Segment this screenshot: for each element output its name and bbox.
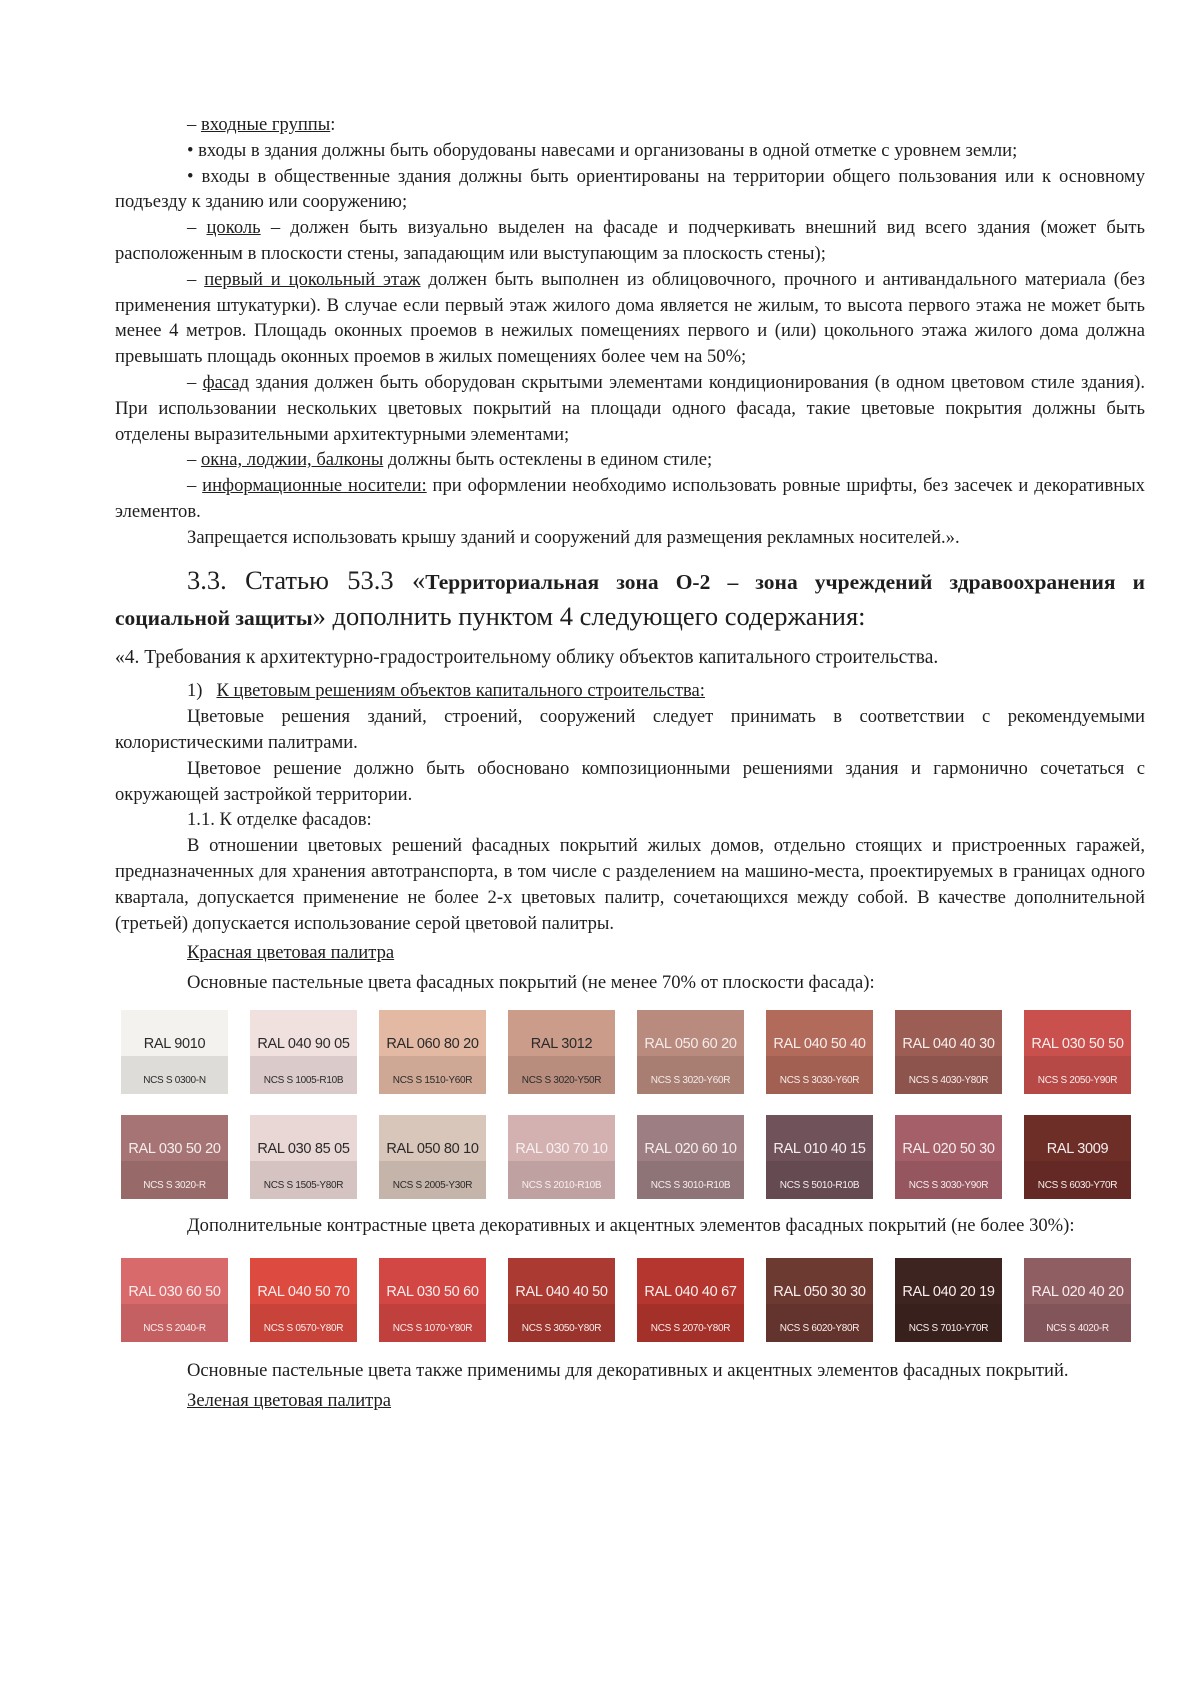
plinth-item: – цоколь – должен быть визуально выделен на фасаде и подчеркивать внешний вид всего здания (может быть расположенным в плоскости стены, западающим или выступающим за плоскость стены); (115, 217, 1145, 264)
ral-code: RAL 060 80 20 (386, 1035, 479, 1052)
ncs-code: NCS S 1005-R10B (263, 1074, 344, 1086)
windows-item: – окна, лоджии, балконы должны быть остеклены в едином стиле; (187, 449, 713, 471)
ncs-code: NCS S 2005-Y30R (392, 1179, 473, 1191)
color-swatch (250, 1115, 357, 1199)
color-swatch (379, 1115, 486, 1199)
color-swatch (895, 1115, 1002, 1199)
term-windows: окна, лоджии, балконы (200, 449, 384, 471)
ral-code: RAL 040 90 05 (257, 1035, 350, 1052)
ral-code: RAL 030 50 60 (386, 1283, 479, 1300)
ral-code: RAL 050 60 20 (644, 1035, 737, 1052)
ncs-code: NCS S 4030-Y80R (908, 1074, 989, 1086)
ral-code: RAL 9010 (143, 1035, 206, 1052)
ral-code: RAL 040 40 50 (515, 1283, 608, 1300)
roof-ad-prohibition: Запрещается использовать крышу зданий и сооружений для размещения рекламных носителей.». (187, 526, 960, 548)
info-carriers-item: – информационные носители: при оформлении необходимо использовать ровные шрифты, без засечек и декоративных элементов. (115, 475, 1145, 522)
ncs-code: NCS S 3030-Y90R (908, 1179, 989, 1191)
closing-paragraph: Основные пастельные цвета также применимы для декоративных и акцентных элементов фасадных покрытий. (187, 1359, 1069, 1381)
color-swatch (895, 1010, 1002, 1094)
red-palette-title: Красная цветовая палитра (187, 942, 395, 964)
ncs-code: NCS S 1070-Y80R (392, 1322, 473, 1334)
ral-code: RAL 030 50 20 (128, 1140, 221, 1157)
ncs-code: NCS S 3030-Y60R (779, 1074, 860, 1086)
subsection-title: 1) К цветовым решениям объектов капитального строительства: (187, 680, 705, 702)
ral-code: RAL 040 20 19 (902, 1283, 995, 1300)
ncs-code: NCS S 3020-Y50R (521, 1074, 602, 1086)
paragraph-composition: Цветовое решение должно быть обосновано композиционными решениями здания и гармонично сочетаться с окружающей застройкой территории. (115, 757, 1145, 805)
base-colors-caption: Основные пастельные цвета фасадных покрытий (не менее 70% от плоскости фасада): (187, 972, 875, 994)
ral-code: RAL 030 70 10 (515, 1140, 608, 1157)
first-floor-item: – первый и цокольный этаж должен быть выполнен из облицовочного, прочного и антивандального материала (без применения штукатурки). В случае если первый этаж жилого дома является не жилым, то высота первого этажа не может быть менее 4 метров. Площадь оконных проемов в нежилых помещениях первого и (или) цокольного этажа жилого дома должна превышать площадь оконных проемов в жилых помещениях более чем на 50%; (115, 268, 1145, 368)
color-swatch (766, 1115, 873, 1199)
color-swatch (508, 1258, 615, 1342)
swatch-grid-row-1 (121, 1010, 1145, 1094)
ncs-code: NCS S 2050-Y90R (1037, 1074, 1118, 1086)
color-swatch (379, 1010, 486, 1094)
bullet-public-entrances: • входы в общественные здания должны быть ориентированы на территории общего пользования или к основному подъезду к зданию или сооружению; (115, 165, 1145, 213)
ral-code: RAL 030 60 50 (128, 1283, 221, 1300)
ral-code: RAL 040 40 67 (644, 1283, 737, 1300)
ral-code: RAL 3009 (1046, 1140, 1109, 1157)
section-heading: 3.3. Статью 53.3 «Территориальная зона О-2 – зона учреждений здравоохранения и социальной защиты» дополнить пунктом 4 следующего содержания: (115, 564, 1145, 631)
color-swatch (508, 1115, 615, 1199)
color-swatch (895, 1258, 1002, 1342)
paragraph-garages: В отношении цветовых решений фасадных покрытий жилых домов, отдельно стоящих и пристроенных гаражей, предназначенных для хранения автотранспорта, в том числе с разделением на машино-места, проектируемых в границах одного квартала, допускается применение не более 2-х цветовых палитр, сочетающихся между собой. В качестве дополнительной (третьей) допускается использование серой цветовой палитры. (115, 835, 1145, 934)
color-swatch (637, 1010, 744, 1094)
paragraph-palettes: Цветовые решения зданий, строений, сооружений следует принимать в соответствии с рекомендуемыми колористическими палитрами. (115, 706, 1145, 753)
subsection-facades: 1.1. К отделке фасадов: (187, 809, 372, 831)
color-swatch (379, 1258, 486, 1342)
ncs-code: NCS S 2070-Y80R (650, 1322, 731, 1334)
ral-code: RAL 040 50 40 (773, 1035, 866, 1052)
ral-code: RAL 3012 (530, 1035, 593, 1052)
ral-code: RAL 030 50 50 (1031, 1035, 1124, 1052)
ncs-code: NCS S 2040-R (143, 1322, 206, 1334)
ral-code: RAL 030 85 05 (257, 1140, 350, 1157)
ncs-code: NCS S 7010-Y70R (908, 1322, 989, 1334)
ral-code: RAL 050 30 30 (773, 1283, 866, 1300)
color-swatch (508, 1010, 615, 1094)
ncs-code: NCS S 3050-Y80R (521, 1322, 602, 1334)
color-swatch (637, 1115, 744, 1199)
ncs-code: NCS S 0300-N (143, 1074, 206, 1086)
bullet-entrances-canopies: • входы в здания должны быть оборудованы навесами и организованы в одной отметке с уровнем земли; (187, 139, 1018, 161)
color-swatch (250, 1258, 357, 1342)
term-plinth: цоколь (206, 217, 261, 239)
ral-code: RAL 010 40 15 (773, 1140, 866, 1157)
swatch-grid-row-3 (121, 1258, 1145, 1342)
accent-colors-caption: Дополнительные контрастные цвета декоративных и акцентных элементов фасадных покрытий (не более 30%): (187, 1214, 1075, 1236)
term-entry-groups: входные группы (200, 114, 331, 135)
green-palette-title: Зеленая цветовая палитра (187, 1389, 392, 1411)
ral-code: RAL 040 40 30 (902, 1035, 995, 1052)
facade-item: – фасад здания должен быть оборудован скрытыми элементами кондиционирования (в одном цветовом стиле здания). При использовании нескольких цветовых покрытий на площади одного фасада, такие цветовые покрытия должны быть отделены выразительными архитектурными элементами; (115, 371, 1145, 445)
ncs-code: NCS S 1505-Y80R (263, 1179, 344, 1191)
color-swatch (637, 1258, 744, 1342)
ncs-code: NCS S 4020-R (1046, 1322, 1109, 1334)
entry-groups-item: – входные группы: (187, 114, 336, 135)
color-swatch (121, 1115, 228, 1199)
ncs-code: NCS S 3020-R (143, 1179, 206, 1191)
term-first-floor: первый и цокольный этаж (204, 268, 421, 290)
ral-code: RAL 040 50 70 (257, 1283, 350, 1300)
swatch-grid-row-2 (121, 1115, 1145, 1199)
term-facade: фасад (202, 371, 250, 393)
ncs-code: NCS S 5010-R10B (779, 1179, 860, 1191)
zone-title: Территориальная зона О-2 – зона учреждений здравоохранения и социальной защиты (115, 569, 1145, 630)
color-swatch (766, 1258, 873, 1342)
color-swatch (121, 1258, 228, 1342)
color-swatch (1024, 1010, 1131, 1094)
ncs-code: NCS S 2010-R10B (521, 1179, 602, 1191)
ral-code: RAL 020 60 10 (644, 1140, 737, 1157)
color-swatch (766, 1010, 873, 1094)
ral-code: RAL 020 50 30 (902, 1140, 995, 1157)
color-swatch (250, 1010, 357, 1094)
ncs-code: NCS S 1510-Y60R (392, 1074, 473, 1086)
ral-code: RAL 050 80 10 (386, 1140, 479, 1157)
ncs-code: NCS S 3010-R10B (650, 1179, 731, 1191)
ncs-code: NCS S 0570-Y80R (263, 1322, 344, 1334)
item-4-title: «4. Требования к архитектурно-градостроительному облику объектов капитального строительства. (115, 646, 939, 668)
ncs-code: NCS S 6020-Y80R (779, 1322, 860, 1334)
document-page (115, 112, 1145, 1413)
ncs-code: NCS S 3020-Y60R (650, 1074, 731, 1086)
color-swatch (121, 1010, 228, 1094)
color-swatch (1024, 1115, 1131, 1199)
ral-code: RAL 020 40 20 (1031, 1283, 1124, 1300)
ncs-code: NCS S 6030-Y70R (1037, 1179, 1118, 1191)
term-info-carriers: информационные носители: (202, 475, 427, 497)
color-swatch (1024, 1258, 1131, 1342)
